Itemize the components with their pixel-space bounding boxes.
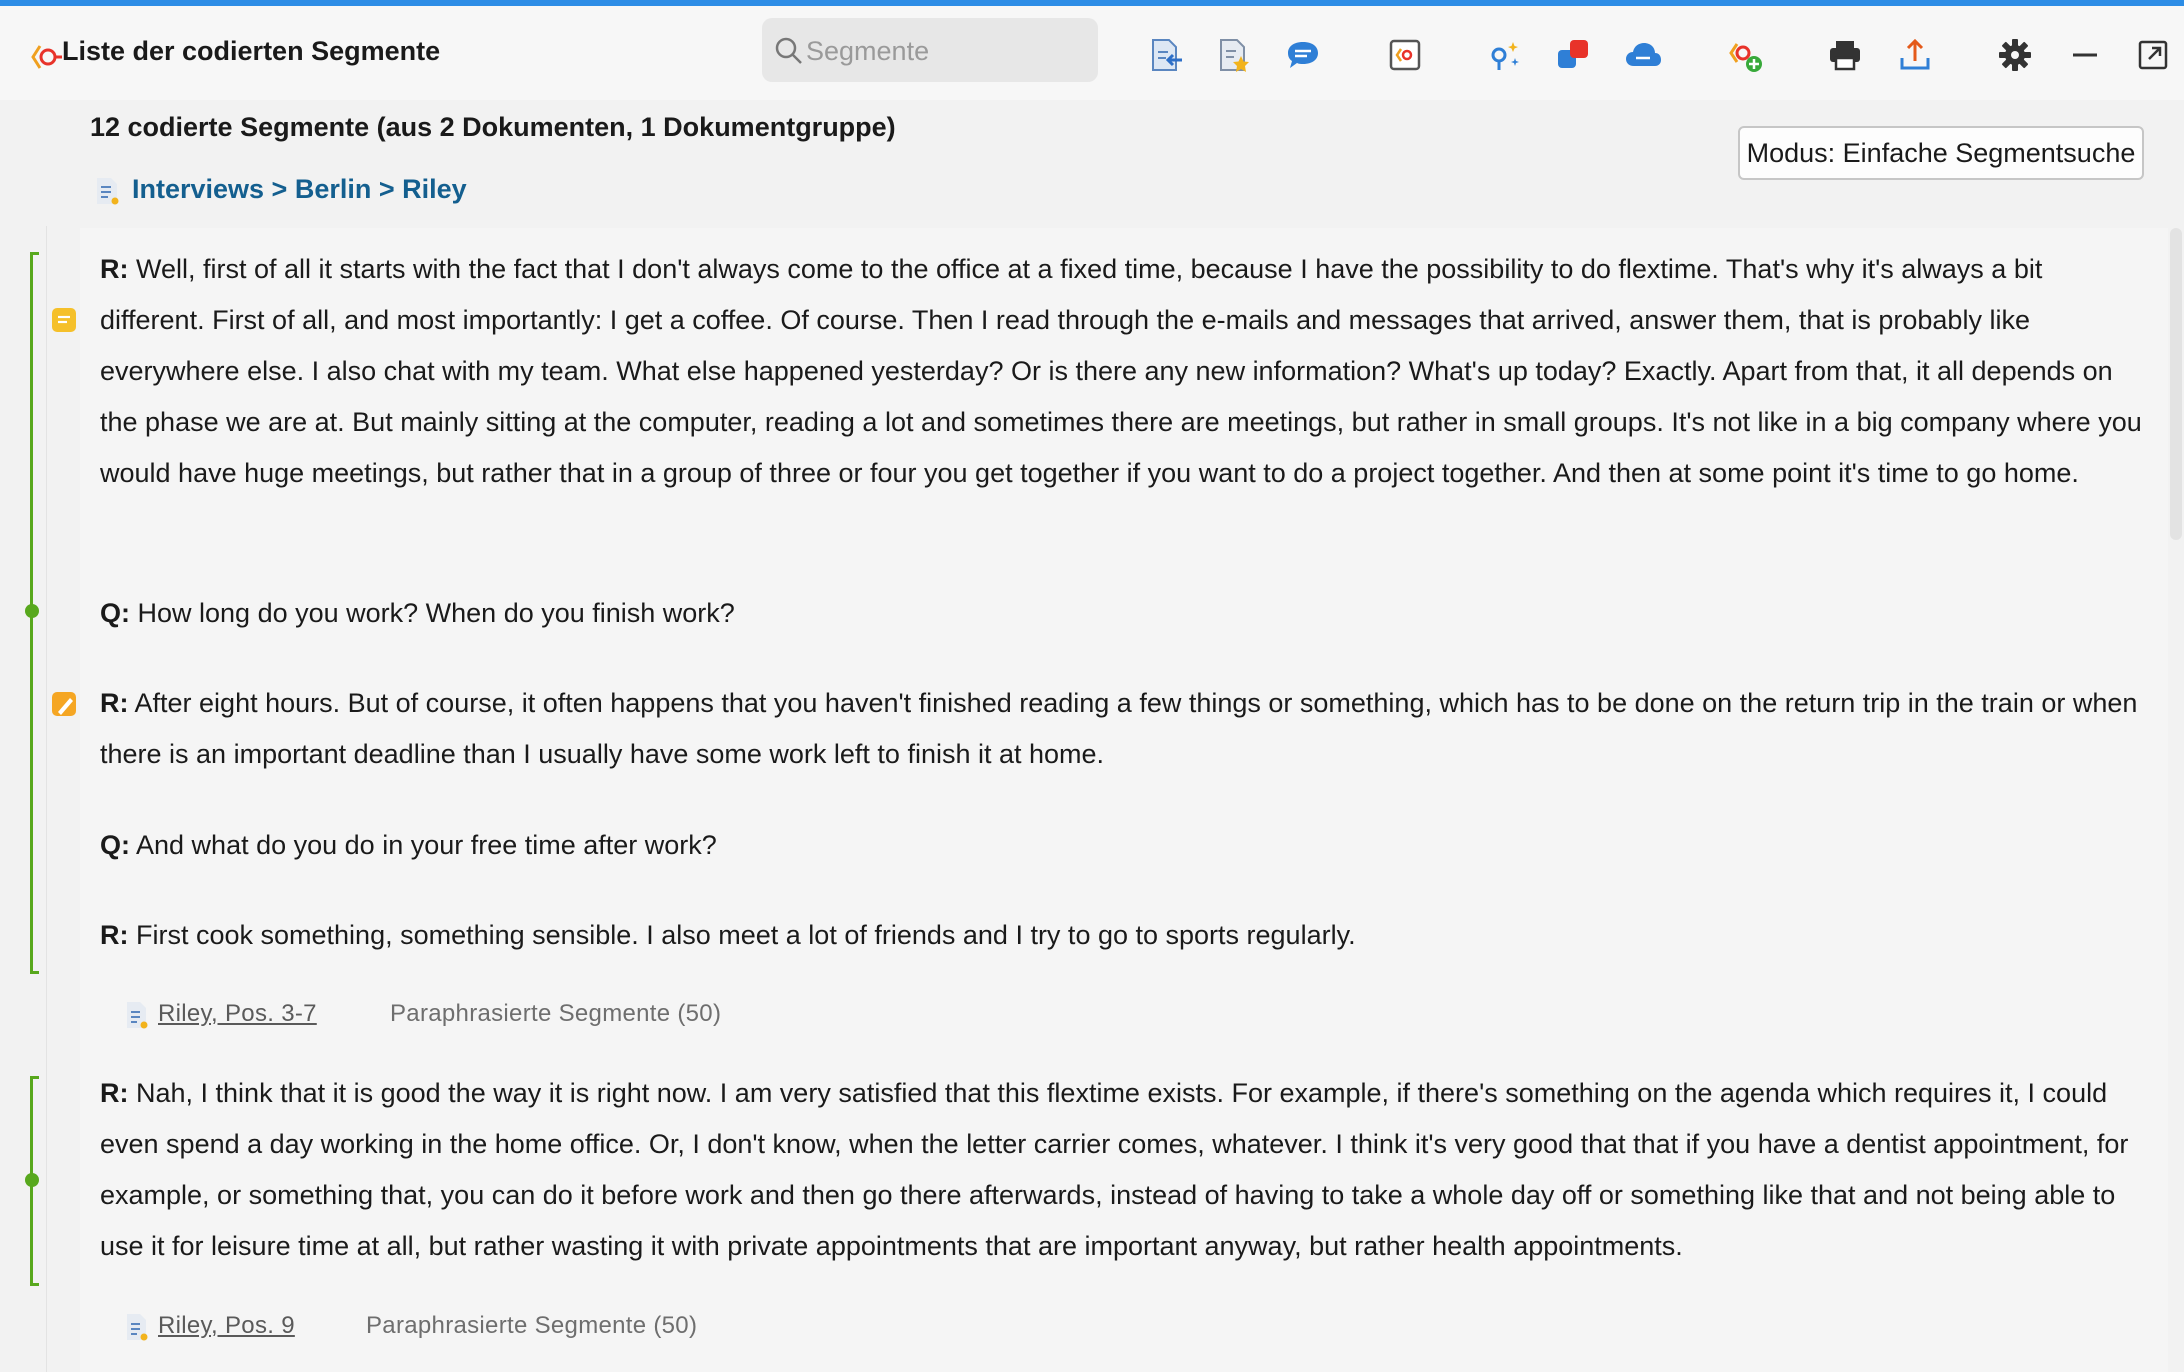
export-icon[interactable] [1896,36,1934,74]
code-logo-icon [30,40,64,74]
segment-paragraph: R: Well, first of all it starts with the fact that I don't always come to the office at a fixed time, because I have the possibility to do flextime. That's why it's always a bit different. First of all, and most importantly: I get a coffee. Of course. Then I read through the e-mails and messages that arrived, answer them, that is probably like everywhere else. I also chat with my team. What else happened yesterday? Or is there any new information? What's up today? Exactly. Apart from that, it all depends on the phase we are at. But mainly sitting at the computer, reading a lot and sometimes there are meetings, but rather in small groups. It's not like in a big company where you would have huge meetings, but rather that in a group of three or four you get together if you want to do a project together. And then at some point it's time to go home. [100,254,2142,488]
settings-icon[interactable] [1996,36,2034,74]
minimize-icon[interactable] [2066,36,2104,74]
segment-paragraph: Q: How long do you work? When do you finish work? [100,598,735,628]
segment-source-link[interactable]: Riley, Pos. 9 [158,1312,295,1339]
segment-paragraph: R: Nah, I think that it is good the way it is right now. I am very satisfied that this flextime exists. For example, if there's something on the agenda which requires it, I could even spend a day working in the home office. Or, I don't know, when the letter carrier comes, whatever. I think it's very good that that if you have a dentist appointment, for example, or something that, you can do it before work and then go there afterwards, instead of having to take a whole day off or something like that and not being able to use it for leisure time at all, but rather wasting it with private appointments that are important anyway, but rather health appointments. [100,1078,2129,1261]
segment-bracket-handle[interactable] [25,1173,39,1187]
code-frame-icon[interactable] [1386,36,1424,74]
segment-bracket-handle[interactable] [25,604,39,618]
cloud-icon[interactable] [1624,36,1662,74]
segment-paragraph: R: After eight hours. But of course, it often happens that you haven't finished reading a few things or something, which has to be done on the return trip in the train or when there is an important deadline than I usually have some work left to finish it at home. [100,688,2138,769]
code-magic-icon[interactable] [1484,36,1522,74]
segment-paragraph: R: First cook something, something sensible. I also meet a lot of friends and I try to go to sports regularly. [100,920,1356,950]
search-input[interactable] [804,28,1088,74]
search-box[interactable] [762,18,1098,82]
window-title: Liste der codierten Segmente [62,36,441,66]
code-overlap-icon[interactable] [1554,36,1592,74]
results-summary: 12 codierte Segmente (aus 2 Dokumenten, 1 Dokumentgruppe) [90,112,896,142]
document-icon [94,176,122,206]
document-icon [124,1312,150,1342]
segment-code-label: Paraphrasierte Segmente (50) [366,1312,698,1339]
search-icon [774,36,804,66]
add-code-icon[interactable] [1726,36,1764,74]
print-icon[interactable] [1826,36,1864,74]
toolbar [0,6,2184,101]
document-export-icon[interactable] [1146,36,1184,74]
segment-code-label: Paraphrasierte Segmente (50) [390,1000,722,1027]
search-mode-button[interactable]: Modus: Einfache Segmentsuche [1738,126,2144,180]
scrollbar-thumb[interactable] [2170,228,2182,540]
breadcrumb[interactable]: Interviews > Berlin > Riley [132,174,467,204]
memo-icon[interactable] [50,690,78,718]
popout-icon[interactable] [2134,36,2172,74]
segment-source-link[interactable]: Riley, Pos. 3-7 [158,1000,317,1027]
document-favorite-icon[interactable] [1214,36,1252,74]
memo-icon[interactable] [50,306,78,334]
left-rail [0,100,47,1372]
segment-paragraph: Q: And what do you do in your free time after work? [100,830,717,860]
comment-icon[interactable] [1284,36,1322,74]
document-icon [124,1000,150,1030]
